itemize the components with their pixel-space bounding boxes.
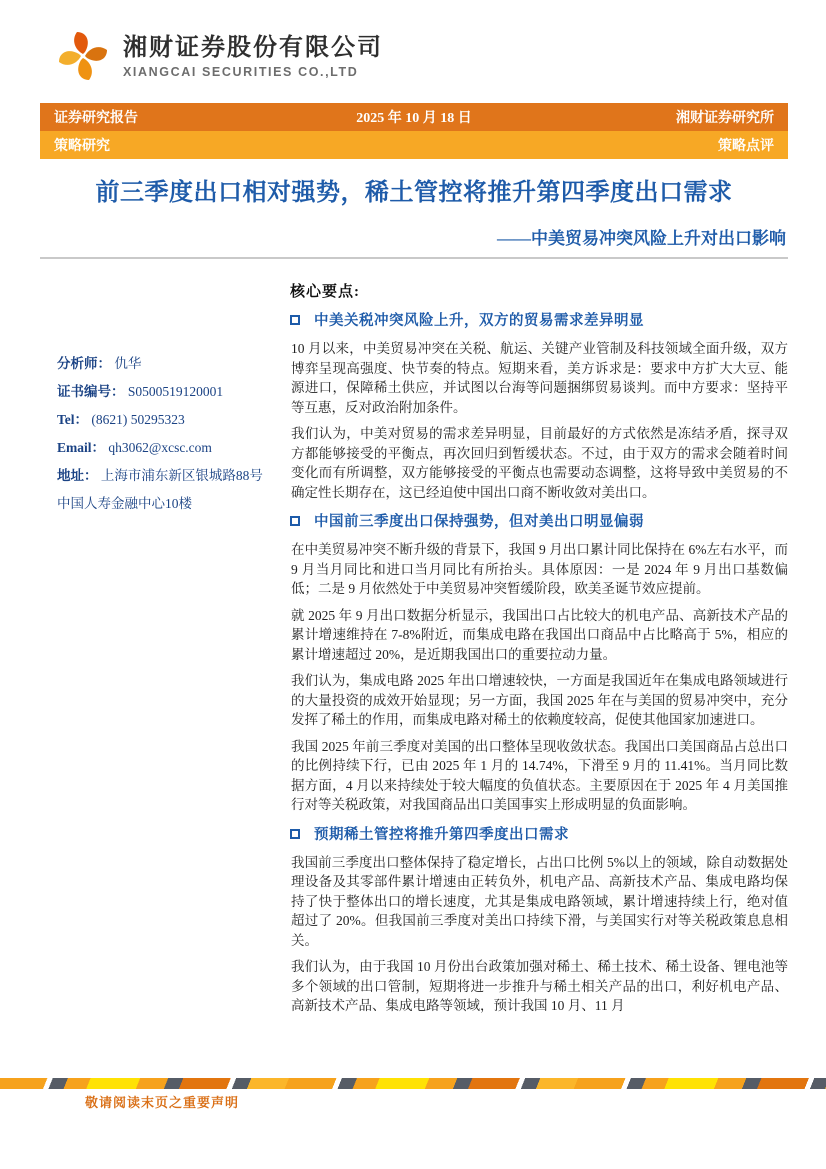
square-bullet-icon bbox=[290, 516, 300, 526]
tel-label: Tel： bbox=[57, 412, 89, 427]
company-name-en: XIANGCAI SECURITIES CO.,LTD bbox=[123, 65, 359, 79]
header-band-primary bbox=[40, 103, 788, 131]
footer-disclaimer: 敬请阅读末页之重要声明 bbox=[85, 1095, 240, 1110]
brand-header bbox=[55, 28, 383, 84]
cert-number-row bbox=[57, 378, 279, 406]
section-heading bbox=[290, 512, 788, 532]
section-heading bbox=[290, 825, 788, 845]
analyst-info-panel bbox=[57, 350, 279, 518]
footer-stripe-band bbox=[0, 1078, 826, 1089]
header-band-secondary bbox=[40, 131, 788, 159]
subcategory-label: 策略点评 bbox=[718, 139, 774, 154]
body-paragraph: 我们认为，集成电路 2025 年出口增速较快，一方面是我国近年在集成电路领域进行的大量投资的成效开始显现；另一方面，我国 2025 年在与美国的贸易冲突中，充分发挥了稀土的作用，而集成电路对稀土的依赖度较高，促使其他国家加速进口。 bbox=[291, 673, 788, 727]
body-paragraph: 我国前三季度出口整体保持了稳定增长，占出口比例 5%以上的领域，除自动数据处理设备及其零部件累计增速由正转负外，机电产品、高新技术产品、集成电路均保持了快于整体出口的增长速度，尤其是集成电路领域，累计增速持续上行，绝对值超过了 20%。但我国前三季度对美出口持续下滑，与美国实行对等关税政策息息相关。 bbox=[291, 854, 788, 948]
section-heading-text: 预期稀土管控将推升第四季度出口需求 bbox=[314, 826, 569, 843]
report-date: 2025 年 10 月 18 日 bbox=[356, 111, 472, 126]
address-line1: 上海市浦东新区银城路88号 bbox=[100, 468, 263, 483]
body-paragraph: 我们认为，中美对贸易的需求差异明显，目前最好的方式依然是冻结矛盾，探寻双方都能够接受的平衡点，再次回归到暂缓状态。不过，由于双方的需求会随着时间变化而有所调整，双方能够接受的平衡点也需要动态调整，这将导致中美贸易的不确定性长期存在，这已经迫使中国出口商不断收敛对美出口。 bbox=[291, 426, 788, 500]
analyst-name-value: 仇华 bbox=[114, 356, 142, 371]
section-heading bbox=[290, 311, 788, 331]
body-paragraph: 在中美贸易冲突不断升级的背景下，我国 9 月出口累计同比保持在 6%左右水平，而 9 月当月同比和进口当月同比有所抬头。具体原因：一是 2024 年 9 月出口基数偏低；二是 9 月依然处于中美贸易冲突暂缓阶段，欧美圣诞节效应提前。 bbox=[291, 542, 788, 596]
section-export-strength bbox=[290, 512, 788, 815]
cert-number-value: S0500519120001 bbox=[127, 384, 224, 399]
body-paragraph: 10 月以来，中美贸易冲突在关税、航运、关键产业管制及科技领域全面升级，双方博弈呈现高强度、快节奏的特点。短期来看，美方诉求是：要求中方扩大大豆、能源进口，保障稀土供应，并试图以台海等问题捆绑贸易谈判。而中方要求：坚持平等互惠，反对政治附加条件。 bbox=[291, 341, 788, 415]
analyst-name-row bbox=[57, 350, 279, 378]
section-heading-text: 中美关税冲突风险上升，双方的贸易需求差异明显 bbox=[314, 313, 644, 329]
body-paragraph: 就 2025 年 9 月出口数据分析显示，我国出口占比较大的机电产品、高新技术产品的累计增速维持在 7-8%附近，而集成电路在我国出口商品中占比略高于 5%，相应的累计增速超过 20%，是近期我国出口的重要拉动力量。 bbox=[291, 607, 788, 662]
analyst-name-label: 分析师： bbox=[57, 356, 111, 371]
email-row bbox=[57, 434, 279, 462]
section-heading-text: 中国前三季度出口保持强势，但对美出口明显偏弱 bbox=[314, 514, 644, 530]
company-names bbox=[123, 33, 383, 79]
company-name-cn: 湘财证券股份有限公司 bbox=[123, 34, 383, 61]
cert-number-label: 证书编号： bbox=[57, 384, 125, 399]
page-title: 前三季度出口相对强势，稀土管控将推升第四季度出口需求 bbox=[95, 179, 733, 206]
body-paragraph: 我们认为，由于我国 10 月份出台政策加强对稀土、稀土技术、稀土设备、锂电池等多个领域的出口管制，短期将进一步推升与稀土相关产品的出口，利好机电产品、高新技术产品、集成电路等领域，预计我国 10 月、11 月 bbox=[291, 959, 788, 1013]
body-paragraph: 我国 2025 年前三季度对美国的出口整体呈现收敛状态。我国出口美国商品占总出口的比例持续下行，已由 2025 年 1 月的 14.74%，下滑至 9 月的 11.41%。当月同比数据方面，4 月以来持续处于较大幅度的负值状态。主要原因在于 2025 年 4 月美国推行对等关税政策，对我国商品出口美国事实上形成明显的负面影响。 bbox=[291, 738, 788, 812]
title-divider bbox=[40, 257, 788, 259]
report-type-label: 证券研究报告 bbox=[54, 111, 138, 126]
core-points-heading: 核心要点: bbox=[290, 284, 360, 300]
email-label: Email： bbox=[57, 440, 106, 455]
institute-label: 湘财证券研究所 bbox=[676, 111, 774, 126]
page-subtitle: ——中美贸易冲突风险上升对出口影响 bbox=[497, 229, 786, 248]
category-label: 策略研究 bbox=[54, 139, 110, 154]
xiangcai-logo-icon bbox=[55, 28, 111, 84]
address-line2: 中国人寿金融中心10楼 bbox=[57, 496, 192, 511]
address-label: 地址： bbox=[57, 468, 98, 483]
address-row bbox=[57, 462, 279, 490]
tel-value: (8621) 50295323 bbox=[91, 412, 185, 427]
report-body bbox=[290, 280, 788, 1023]
section-tariff-conflict bbox=[290, 311, 788, 502]
square-bullet-icon bbox=[290, 315, 300, 325]
square-bullet-icon bbox=[290, 829, 300, 839]
section-rare-earth-outlook bbox=[290, 825, 788, 1016]
email-value: qh3062@xcsc.com bbox=[108, 440, 212, 455]
tel-row bbox=[57, 406, 279, 434]
